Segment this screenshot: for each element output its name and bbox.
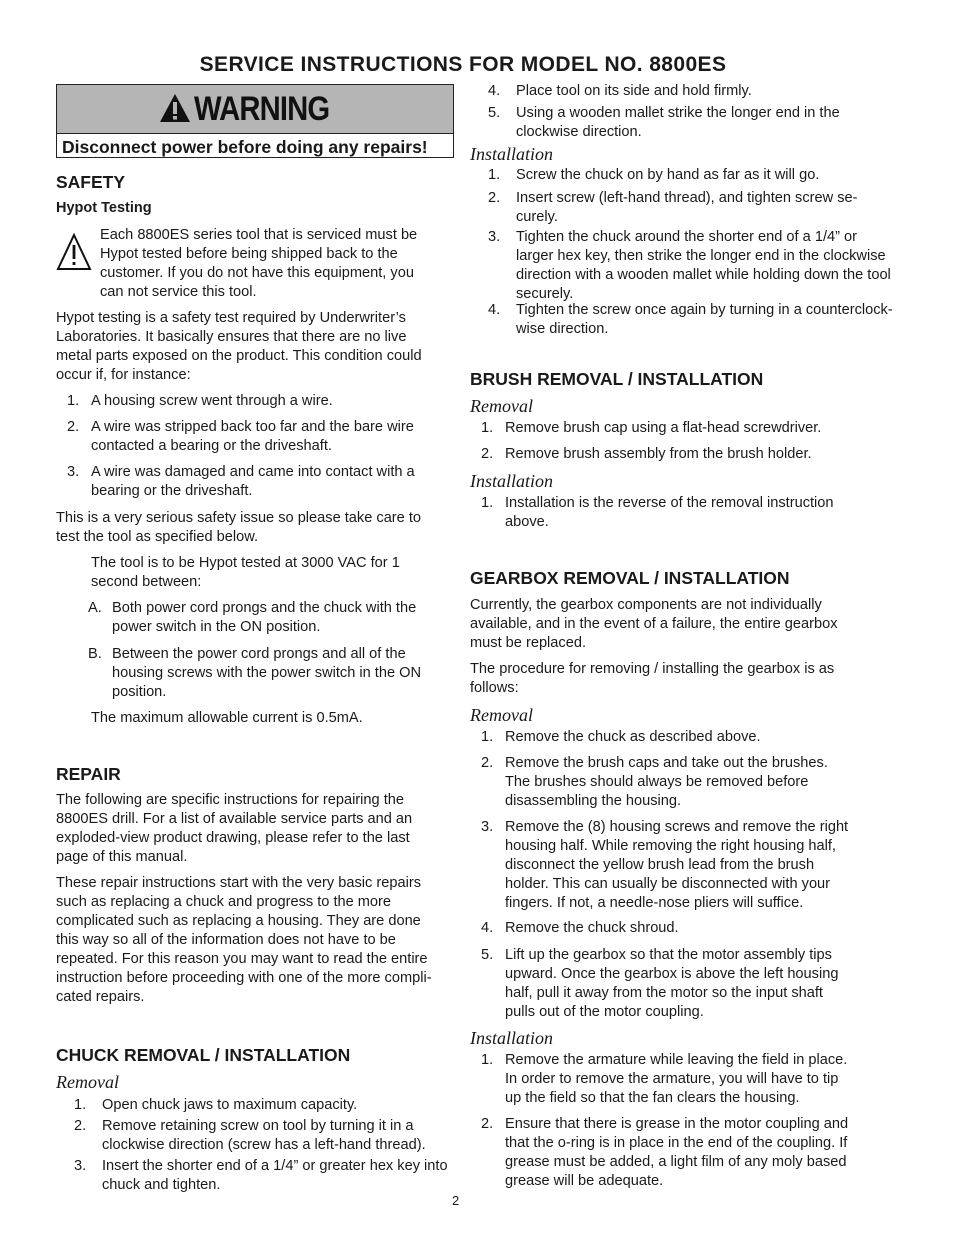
text-line: Lift up the gearbox so that the motor assembly tips (505, 947, 832, 963)
gearbox-paragraph-2 (470, 660, 834, 698)
text-line: A housing screw went through a wire. (91, 393, 333, 409)
text-line: Remove the armature while leaving the field in place. (505, 1052, 848, 1068)
list-item-text (112, 599, 416, 637)
list-item-number: 2. (74, 1118, 87, 1134)
text-line: curely. (516, 209, 558, 225)
serious-issue-paragraph (56, 509, 421, 547)
list-item-text (505, 818, 848, 913)
list-item-number: A. (88, 600, 102, 616)
list-item-number: 2. (481, 446, 494, 462)
text-line: instruction before proceeding with one of the more compli- (56, 970, 432, 986)
list-item-text (505, 946, 838, 1022)
text-line: These repair instructions start with the very basic repairs (56, 875, 421, 891)
text-line: Insert screw (left-hand thread), and tighten screw se- (516, 190, 858, 206)
list-item-number: 4. (481, 920, 494, 936)
text-line: customer. If you do not have this equipment, you (100, 265, 414, 281)
list-item-text (91, 392, 333, 411)
list-item-text (505, 1051, 847, 1108)
text-line: Between the power cord prongs and all of the (112, 646, 406, 662)
gearbox-removal-label: Removal (470, 705, 533, 725)
text-line: Laboratories. It basically ensures that there are no live (56, 329, 407, 345)
text-line: Remove the chuck shroud. (505, 920, 679, 936)
text-line: Remove the brush caps and take out the brushes. (505, 755, 828, 771)
text-line: half, pull it away from the motor so the input shaft (505, 985, 823, 1001)
text-line: such as replacing a chuck and progress to the more (56, 894, 392, 910)
list-item-text (91, 463, 415, 501)
list-item-number: 2. (67, 419, 80, 435)
list-item-text (505, 919, 679, 938)
text-line: occur if, for instance: (56, 367, 191, 383)
list-item-number: 1. (74, 1097, 87, 1113)
text-line: page of this manual. (56, 849, 188, 865)
text-line: Remove brush cap using a flat-head screwdriver. (505, 420, 822, 436)
text-line: grease must be added, a light film of any moly based (505, 1154, 847, 1170)
list-item-text (102, 1157, 448, 1195)
text-line: complicated such as replacing a housing. They are done (56, 913, 421, 929)
list-item-text (102, 1096, 357, 1115)
list-item-number: 1. (67, 393, 80, 409)
text-line: Remove retaining screw on tool by turning it in a (102, 1118, 414, 1134)
list-item-number: 1. (481, 420, 494, 436)
list-item-number: 4. (488, 302, 501, 318)
text-line: The brushes should always be removed before (505, 774, 809, 790)
chuck-installation-label: Installation (470, 144, 554, 164)
gearbox-paragraph-1 (470, 596, 838, 653)
list-item-text (505, 494, 834, 532)
text-line: that the o-ring is in place in the end of the coupling. If (505, 1135, 848, 1151)
text-line: exploded-view product drawing, please refer to the last (56, 830, 410, 846)
list-item-text (516, 228, 891, 304)
list-item-text (516, 189, 858, 227)
text-line: fingers. If not, a needle-nose pliers will suffice. (505, 895, 804, 911)
text-line: Remove the chuck as described above. (505, 729, 761, 745)
list-item-text (102, 1117, 426, 1155)
list-item-text (516, 104, 840, 142)
text-line: Hypot tested before being shipped back to the (100, 246, 398, 262)
text-line: available, and in the event of a failure, the entire gearbox (470, 616, 838, 632)
text-line: Each 8800ES series tool that is serviced must be (100, 227, 418, 243)
text-line: This is a very serious safety issue so please take care to (56, 510, 422, 526)
gearbox-installation-label: Installation (470, 1028, 554, 1048)
safety-heading: SAFETY (56, 172, 126, 192)
page-title: SERVICE INSTRUCTIONS FOR MODEL NO. 8800ES (199, 53, 727, 76)
text-line: The tool is to be Hypot tested at 3000 VAC for 1 (91, 555, 400, 571)
list-item-number: 5. (488, 105, 501, 121)
list-item-text (516, 166, 819, 185)
text-line: upward. Once the gearbox is above the left housing (505, 966, 839, 982)
text-line: Screw the chuck on by hand as far as it will go. (516, 167, 820, 183)
text-line: In order to remove the armature, you will have to tip (505, 1071, 839, 1087)
repair-paragraph-1 (56, 791, 412, 867)
test-spec-paragraph (91, 554, 400, 592)
list-item-number: 1. (481, 1052, 494, 1068)
text-line: up the field so that the fan clears the housing. (505, 1090, 800, 1106)
gearbox-heading: GEARBOX REMOVAL / INSTALLATION (470, 568, 790, 588)
text-line: power switch in the ON position. (112, 619, 321, 635)
text-line: Place tool on its side and hold firmly. (516, 83, 752, 99)
list-item-number: 3. (67, 464, 80, 480)
text-line: Using a wooden mallet strike the longer end in the (516, 105, 840, 121)
chuck-heading: CHUCK REMOVAL / INSTALLATION (56, 1045, 351, 1065)
warning-banner (57, 85, 453, 134)
text-line: disassembling the housing. (505, 793, 682, 809)
text-line: Installation is the reverse of the removal instruction (505, 495, 834, 511)
text-line: housing screws with the power switch in the ON (112, 665, 422, 681)
text-line: chuck and tighten. (102, 1177, 221, 1193)
text-line: Currently, the gearbox components are not individually (470, 597, 822, 613)
text-line: holder. This can usually be disconnected with your (505, 876, 831, 892)
text-line: position. (112, 684, 167, 700)
list-item-number: 3. (481, 819, 494, 835)
list-item-text (505, 419, 821, 438)
text-line: A wire was damaged and came into contact with a (91, 464, 415, 480)
warning-word: WARNING (193, 89, 330, 128)
repair-heading: REPAIR (56, 764, 121, 784)
text-line: test the tool as specified below. (56, 529, 259, 545)
brush-heading: BRUSH REMOVAL / INSTALLATION (470, 369, 764, 389)
list-item-text (112, 645, 421, 702)
text-line: can not service this tool. (100, 284, 257, 300)
text-line: disconnect the yellow brush lead from the brush (505, 857, 815, 873)
list-item-text (516, 301, 893, 339)
text-line: housing half. While removing the right housing half, (505, 838, 836, 854)
text-line: securely. (516, 286, 574, 302)
text-line: grease will be adequate. (505, 1173, 664, 1189)
warning-triangle-icon (159, 93, 191, 123)
list-item-text (505, 754, 828, 811)
brush-installation-label: Installation (470, 471, 554, 491)
text-line: Open chuck jaws to maximum capacity. (102, 1097, 358, 1113)
list-item-number: 3. (74, 1158, 87, 1174)
text-line: direction with a wooden mallet while holding down the tool (516, 267, 891, 283)
text-line: above. (505, 514, 549, 530)
text-line: cated repairs. (56, 989, 145, 1005)
text-line: The procedure for removing / installing the gearbox is as (470, 661, 835, 677)
text-line: Both power cord prongs and the chuck with the (112, 600, 417, 616)
text-line: second between: (91, 574, 202, 590)
list-item-number: 2. (488, 190, 501, 206)
list-item-number: 3. (488, 229, 501, 245)
text-line: A wire was stripped back too far and the bare wire (91, 419, 414, 435)
list-item-number: 2. (481, 1116, 494, 1132)
brush-removal-label: Removal (470, 396, 533, 416)
chuck-removal-label: Removal (56, 1072, 119, 1092)
list-item-text (516, 82, 752, 101)
text-line: metal parts exposed on the product. This condition could (56, 348, 422, 364)
text-line: larger hex key, then strike the longer end in the clockwise (516, 248, 886, 264)
max-current-text: The maximum allowable current is 0.5mA. (91, 710, 363, 726)
hypot-testing-subheading: Hypot Testing (56, 200, 152, 216)
list-item-text (505, 445, 812, 464)
repair-paragraph-2 (56, 874, 432, 1007)
caution-paragraph (100, 226, 417, 302)
text-line: 8800ES drill. For a list of available service parts and an (56, 811, 413, 827)
text-line: bearing or the driveshaft. (91, 483, 253, 499)
hypot-intro-paragraph (56, 309, 422, 385)
list-item-number: 2. (481, 755, 494, 771)
text-line: Ensure that there is grease in the motor coupling and (505, 1116, 849, 1132)
text-line: repeated. For this reason you may want to read the entire (56, 951, 428, 967)
text-line: contacted a bearing or the driveshaft. (91, 438, 332, 454)
list-item-number: 1. (481, 729, 494, 745)
text-line: must be replaced. (470, 635, 587, 651)
warning-box (56, 84, 454, 158)
list-item-number: 4. (488, 83, 501, 99)
text-line: Tighten the chuck around the shorter end of a 1/4” or (516, 229, 858, 245)
warning-message: Disconnect power before doing any repairs! (62, 137, 428, 157)
list-item-number: 5. (481, 947, 494, 963)
list-item-number: 1. (488, 167, 501, 183)
text-line: follows: (470, 680, 519, 696)
list-item-text (505, 728, 761, 747)
list-item-text (91, 418, 414, 456)
text-line: clockwise direction. (516, 124, 642, 140)
text-line: Remove brush assembly from the brush holder. (505, 446, 812, 462)
text-line: Hypot testing is a safety test required by Underwriter’s (56, 310, 406, 326)
caution-triangle-icon (56, 233, 92, 271)
text-line: Tighten the screw once again by turning in a counterclock- (516, 302, 893, 318)
text-line: The following are specific instructions for repairing the (56, 792, 404, 808)
page-number: 2 (452, 1193, 460, 1208)
text-line: pulls out of the motor coupling. (505, 1004, 704, 1020)
text-line: Insert the shorter end of a 1/4” or greater hex key into (102, 1158, 448, 1174)
text-line: clockwise direction (screw has a left-hand thread). (102, 1137, 426, 1153)
list-item-number: 1. (481, 495, 494, 511)
list-item-text (505, 1115, 848, 1191)
text-line: Remove the (8) housing screws and remove the right (505, 819, 849, 835)
text-line: this way so all of the information does not have to be (56, 932, 396, 948)
text-line: wise direction. (516, 321, 609, 337)
list-item-number: B. (88, 646, 102, 662)
